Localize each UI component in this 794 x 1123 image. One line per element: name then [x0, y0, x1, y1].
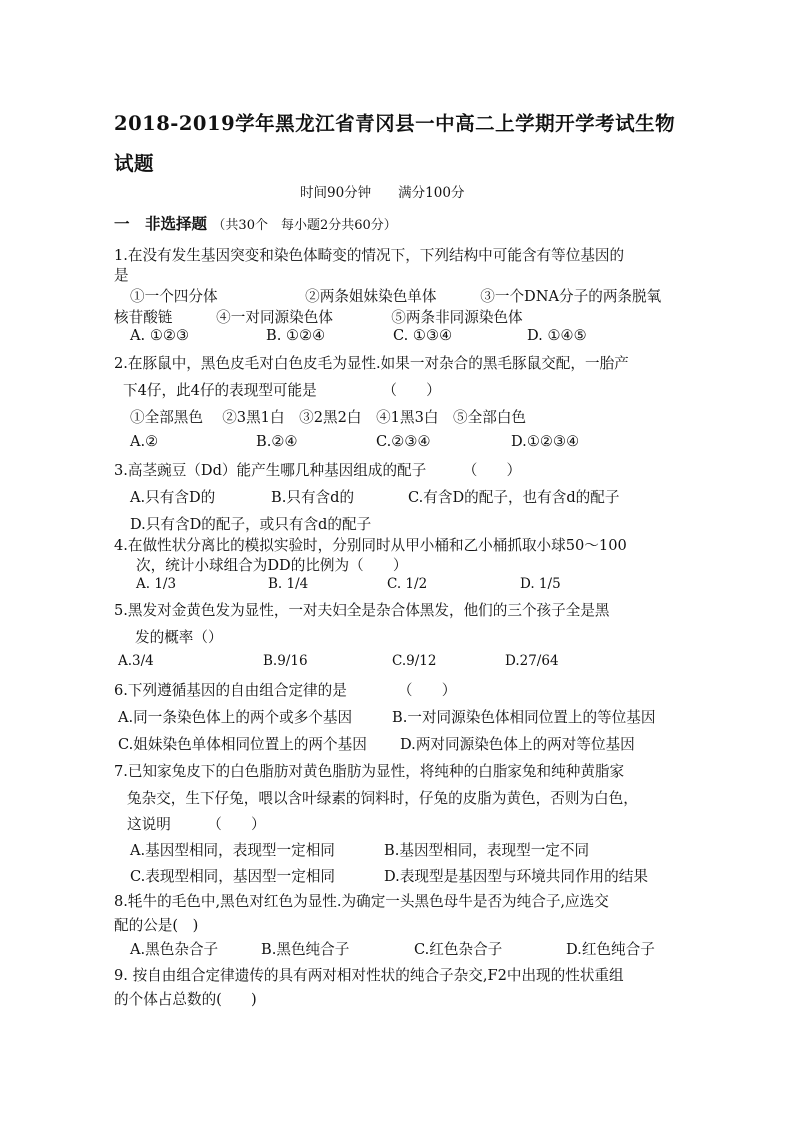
q1-stem-line1: 1.在没有发生基因突变和染色体畸变的情况下，下列结构中可能含有等位基因的 [114, 247, 625, 264]
q9-stem-line2: 的个体占总数的( ) [114, 991, 257, 1008]
q1-option-c: C. ①③④ [393, 327, 453, 344]
q4-stem-line1: 4.在做性状分离比的模拟实验时，分别同时从甲小桶和乙小桶抓取小球50～100 [114, 537, 627, 554]
q2-stem-line1: 2.在豚鼠中，黑色皮毛对白色皮毛为显性.如果一对杂合的黑毛豚鼠交配，一胎产 [114, 355, 629, 372]
q7-stem-line1: 7.已知家兔皮下的白色脂肪对黄色脂肪为显性，将纯种的白脂家兔和纯种黄脂家 [114, 763, 625, 780]
q6-option-a: A.同一条染色体上的两个或多个基因 [118, 709, 353, 726]
q3-option-a: A.只有含D的 [130, 489, 216, 506]
exam-info: 时间90分钟 满分100分 [300, 185, 465, 201]
q1-stem-line2: 是 [114, 267, 129, 284]
q4-option-d: D. 1/5 [520, 576, 561, 592]
q8-option-a: A.黑色杂合子 [130, 941, 219, 958]
q7-option-c: C.表现型相同，基因型一定相同 [130, 868, 336, 885]
q8-stem-line1: 8.牦牛的毛色中,黑色对红色为显性.为确定一头黑色母牛是否为纯合子,应选交 [114, 893, 609, 910]
q8-option-b: B.黑色纯合子 [261, 941, 350, 958]
section-title: 一 非选择题 [114, 214, 208, 233]
q1-option-b: B. ①②④ [266, 327, 326, 344]
q3-option-d: D.只有含D的配子，或只有含d的配子 [130, 516, 372, 533]
q5-stem-line2: 发的概率（） [135, 629, 223, 646]
section-note: （共30个 每小题2分共60分） [212, 218, 397, 233]
q7-option-d: D.表现型是基因型与环境共同作用的结果 [384, 868, 648, 885]
q3-option-c: C.有含D的配子，也有含d的配子 [408, 489, 620, 506]
q7-option-b: B.基因型相同，表现型一定不同 [384, 842, 590, 859]
q2-stem-line2: 下4仔，此4仔的表现型可能是 （ ） [123, 382, 441, 399]
q9-stem-line1: 9. 按自由组合定律遗传的具有两对相对性状的纯合子杂交,F2中出现的性状重组 [114, 967, 624, 984]
q7-stem-line3: 这说明 （ ） [127, 816, 266, 833]
q2-option-b: B.②④ [256, 433, 298, 450]
q6-option-d: D.两对同源染色体上的两对等位基因 [400, 736, 635, 753]
q8-option-d: D.红色纯合子 [566, 941, 655, 958]
q6-stem: 6.下列遵循基因的自由组合定律的是 （ ） [114, 682, 457, 699]
q5-option-a: A.3/4 [118, 653, 154, 669]
q5-stem-line1: 5.黑发对金黄色发为显性，一对夫妇全是杂合体黑发，他们的三个孩子全是黑 [114, 602, 610, 619]
q4-stem-line2: 次，统计小球组合为DD的比例为（ ） [136, 557, 408, 574]
q5-option-b: B.9/16 [263, 653, 308, 669]
q8-option-c: C.红色杂合子 [414, 941, 503, 958]
q1-option-d: D. ①④⑤ [527, 327, 587, 344]
q3-stem: 3.高茎豌豆（Dd）能产生哪几种基因组成的配子 （ ） [114, 462, 522, 479]
q1-items-line2: 核苷酸链 ④一对同源染色体 ⑤两条非同源染色体 [114, 309, 523, 326]
page-title: 2018-2019学年黑龙江省青冈县一中高二上学期开学考试生物试题 [114, 112, 676, 175]
q8-stem-line2: 配的公是( ) [114, 917, 199, 934]
q2-option-d: D.①②③④ [511, 433, 580, 450]
q2-option-c: C.②③④ [376, 433, 431, 450]
q7-option-a: A.基因型相同，表现型一定相同 [130, 842, 335, 859]
q1-items-line1: ①一个四分体 ②两条姐妹染色单体 ③一个DNA分子的两条脱氧 [130, 288, 662, 305]
q4-option-b: B. 1/4 [268, 576, 309, 592]
q3-option-b: B.只有含d的 [271, 489, 355, 506]
section-heading [114, 212, 397, 234]
q5-option-d: D.27/64 [505, 653, 559, 669]
q1-option-a: A. ①②③ [130, 327, 190, 344]
q7-stem-line2: 兔杂交，生下仔兔，喂以含叶绿素的饲料时，仔兔的皮脂为黄色，否则为白色， [127, 790, 638, 807]
q4-option-a: A. 1/3 [136, 576, 177, 592]
q5-option-c: C.9/12 [392, 653, 437, 669]
q2-option-a: A.② [130, 433, 159, 450]
q6-option-c: C.姐妹染色单体相同位置上的两个基因 [118, 736, 367, 753]
q6-option-b: B.一对同源染色体相同位置上的等位基因 [392, 709, 656, 726]
q4-option-c: C. 1/2 [387, 576, 428, 592]
q2-items: ①全部黑色 ②3黑1白 ③2黑2白 ④1黑3白 ⑤全部白色 [130, 409, 527, 426]
